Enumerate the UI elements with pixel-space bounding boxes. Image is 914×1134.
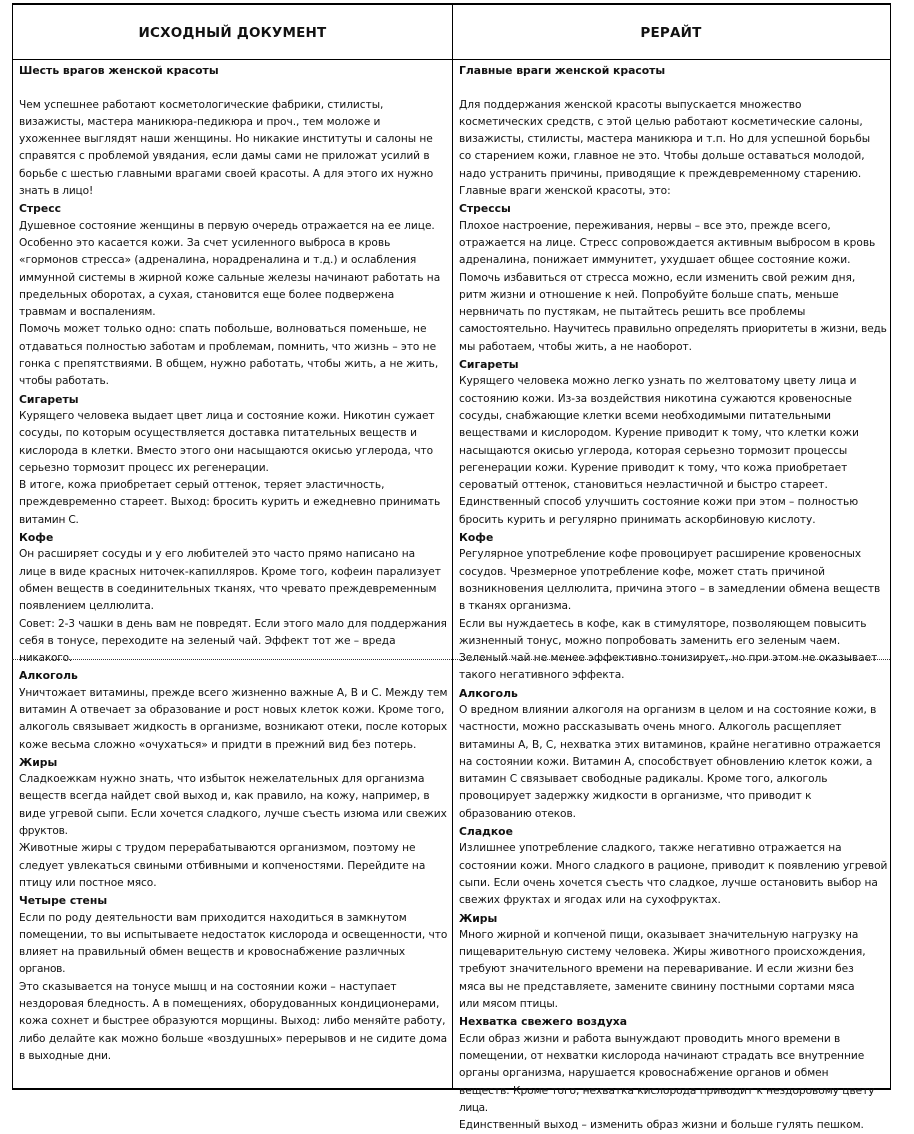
rewrite-column [459,62,889,1134]
rewrite-title: Главные враги женской красоты [459,64,666,77]
text-line: надо устранить причины, приводящие к преждевременному старению. [459,167,862,180]
text-line: витамин А отвечает за образование и рост новых клеток кожи. Кроме того, [19,703,445,716]
text-line: помещении, то вы испытываете недостаток кислорода и освещенности, что [19,928,448,941]
text-line: предельных оборотах, а сухая, становится еще более подвержена [19,288,395,301]
blank-line [459,79,889,96]
text-line: сыпи. Если очень хочется съесть что сладкое, лучше остановить выбор на [459,876,878,889]
text-line: насыщаются окисью углерода, которая серьезно тормозит процессы [459,444,848,457]
text-line: появлением целлюлита. [19,600,154,613]
text-line: пищеварительную систему человека. Жиры животного происхождения, [459,946,866,959]
text-line: Если вы нуждаетесь в кофе, как в стимуляторе, позволяющем повысить [459,617,867,630]
text-line: состоянию кожи. Из-за воздействия никотина сужаются кровеносные [459,392,852,405]
text-line: преждевременно стареет. Выход: бросить курить и ежедневно принимать [19,496,441,509]
text-line: борьбе с шестью главными врагами своей красоты. А для этого их нужно [19,167,434,180]
text-line: частности, можно рассказывать очень много. Алкоголь расщепляет [459,721,842,734]
text-line: серьезно тормозит процесс их регенерации. [19,461,269,474]
text-line: Для поддержания женской красоты выпускается множество [459,98,802,111]
text-line: Регулярное употребление кофе провоцирует расширение кровеносных [459,548,862,561]
text-line: О вредном влиянии алкоголя на организм в целом и на состояние кожи, в [459,703,877,716]
text-line: иммунной системы в жирной коже сальные железы начинают работать на [19,271,441,284]
section [19,200,449,390]
text-line: сероватый оттенок, становиться неэластичной и быстро стареет. [459,479,828,492]
text-line: Сладкоежкам нужно знать, что избыток нежелательных для организма [19,773,425,786]
text-line: Душевное состояние женщины в первую очередь отражается на ее лице. [19,219,435,232]
section-heading: Стрессы [459,202,511,216]
text-line: Помочь избавиться от стресса можно, если изменить свой режим дня, [459,271,856,284]
original-sections [19,200,449,1065]
text-line: лица. [459,1101,488,1114]
text-line: птицу или постное мясо. [19,876,157,889]
text-line: Совет: 2-3 чашки в день вам не повредят. Если этого мало для поддержания [19,617,447,630]
text-line: Много жирной и копченой пищи, оказывает значительную нагрузку на [459,928,859,941]
section-heading: Стресс [19,202,62,216]
text-line: нездоровая бледность. А в помещениях, оборудованных кондиционерами, [19,998,440,1011]
text-line: свежих фруктах и ягодах или на сухофруктах. [459,894,721,907]
text-line: гонка с препятствиями. В общем, нужно работать, чтобы жить, а не жить, [19,358,439,371]
text-line: в тканях организма. [459,600,572,613]
section [459,200,889,356]
comparison-table [12,3,891,1132]
section [19,529,449,667]
text-line: Зеленый чай не менее эффективно тонизирует, но при этом не оказывает [459,652,878,665]
text-line: кислорода в клетки. Вместо этого они насыщаются окисью углерода, что [19,444,434,457]
text-line: мяса вы не представляете, замените свинину постными сортами мяса [459,980,855,993]
text-line: себя в тонусе, переходите на зеленый чай. Эффект тот же – вреда [19,634,396,647]
blank-line [19,79,449,96]
text-line: ритм жизни и отношение к ней. Попробуйте больше спать, меньше [459,288,839,301]
text-line: веществ всегда найдет свой выход и, как правило, на кожу, например, в [19,790,430,803]
text-line: ухоженнее выглядят наши женщины. Но никакие институты и салоны не [19,133,433,146]
text-line: витамин С. [19,513,79,526]
text-line: никакого. [19,652,72,665]
text-line: косметических средств, с этой целью работают косметические салоны, [459,115,863,128]
text-line: Если по роду деятельности вам приходится находиться в замкнутом [19,911,407,924]
section-heading: Алкоголь [19,669,78,683]
text-line: следует увлекаться свиными отбивными и копченостями. Перейдите на [19,859,426,872]
text-line: обмен веществ в соединительных тканях, что чревато преждевременным [19,582,437,595]
text-line: лице в виде красных ниточек-капилляров. Кроме того, кофеин парализует [19,565,441,578]
section-heading: Жиры [459,911,498,925]
text-line: фруктов. [19,825,68,838]
text-line: Помочь может только одно: спать побольше, волноваться поменьше, не [19,323,427,336]
section-heading: Кофе [459,531,494,545]
text-line: либо делайте как можно больше «воздушных» перерывов и не сидите дома [19,1032,448,1045]
header-original-document: ИСХОДНЫЙ ДОКУМЕНТ [138,24,327,41]
section-heading: Сигареты [19,392,79,406]
text-line: Животные жиры с трудом перерабатываются организмом, поэтому не [19,842,416,855]
section-heading: Алкоголь [459,686,518,700]
text-line: влияет на правильный обмен веществ и кровоснабжение различных [19,946,406,959]
section [19,667,449,753]
text-line: травмам и воспалениям. [19,306,156,319]
text-line: сосудов. Чрезмерное употребление кофе, может стать причиной [459,565,825,578]
section [19,391,449,529]
section [459,910,889,1014]
text-line: «гормонов стресса» (адреналина, норадреналина и т.д.) и ослабления [19,254,417,267]
section [459,685,889,823]
text-line: веществ. Кроме того, нехватка кислорода приводит к нездоровому цвету [459,1084,875,1097]
text-line: виде угревой сыпи. Если хочется сладкого, лучше съесть изюма или свежих [19,807,447,820]
section [19,754,449,892]
text-line: веществами и кислородом. Курение приводит к тому, что клетки кожи [459,427,859,440]
text-line: Это сказывается на тонусе мышц и на состоянии кожи – наступает [19,980,397,993]
text-line: Он расширяет сосуды и у его любителей это часто прямо написано на [19,548,416,561]
text-line: Уничтожает витамины, прежде всего жизненно важные А, В и С. Между тем [19,686,448,699]
text-line: бросить курить и регулярно принимать аскорбиновую кислоту. [459,513,816,526]
text-line: жизненный тонус, можно попробовать заменить его зеленым чаем. [459,634,841,647]
rewrite-sections [459,200,889,1134]
text-line: кожа сохнет и быстрее образуются морщины. Выход: либо меняйте работу, [19,1015,446,1028]
text-line: Чем успешнее работают косметологические фабрики, стилисты, [19,98,384,111]
page-break-dotted-line [12,659,890,660]
text-line: нервничать по пустякам, не пытайтесь решить все проблемы [459,306,806,319]
section-heading: Сладкое [459,825,513,839]
section-heading: Сигареты [459,358,519,372]
text-line: мы работаем, чтобы жить, а не наоборот. [459,340,692,353]
section [459,1013,889,1134]
text-line: органов. [19,963,66,976]
text-line: такого негативного эффекта. [459,669,625,682]
text-line: в выходные дни. [19,1049,111,1062]
text-line: сосуды, по которым осуществляется доставка питательных веществ и [19,427,417,440]
section-heading: Кофе [19,531,54,545]
section [459,529,889,685]
header-rewrite: РЕРАЙТ [640,24,702,41]
text-line: справятся с проблемой увядания, если дамы сами не приложат усилий в [19,150,430,163]
text-line: Единственный выход – изменить образ жизни и больше гулять пешком. [459,1119,864,1132]
text-line: или мясом птицы. [459,998,558,1011]
section [459,823,889,909]
text-line: помещении, от нехватки кислорода начинают страдать все внутренние [459,1049,865,1062]
section-heading: Нехватка свежего воздуха [459,1015,628,1029]
text-line: состоянии кожи. Много сладкого в рационе, приводит к появлению угревой [459,859,888,872]
rewrite-intro [459,97,889,201]
text-line: В итоге, кожа приобретает серый оттенок, теряет эластичность, [19,479,385,492]
section [459,356,889,529]
section-heading: Четыре стены [19,894,108,908]
section-heading: Жиры [19,755,58,769]
text-line: Плохое настроение, переживания, нервы – все это, прежде всего, [459,219,831,232]
text-line: визажисты, мастера маникюра-педикюра и проч., тем моложе и [19,115,381,128]
text-line: требуют значительного времени на переваривание. И если жизни без [459,963,854,976]
text-line: алкоголь связывает жидкость в организме, возникают отеки, после которых [19,721,448,734]
text-line: возникновения целлюлита, причина этого – в замедлении обмена веществ [459,582,881,595]
text-line: регенерации кожи. Курение приводит к тому, что кожа приобретает [459,461,848,474]
text-line: органы организма, нарушается кровоснабжение органов и обмен [459,1067,829,1080]
text-line: витамин С связывает свободные радикалы. Кроме того, алкоголь [459,773,828,786]
text-line: на состоянии кожи. Витамин А, способствует обновлению клеток кожи, а [459,755,873,768]
text-line: образованию отеков. [459,807,576,820]
text-line: отдаваться полностью заботам и проблемам, помнить, что жизнь – это не [19,340,437,353]
original-intro [19,97,449,201]
original-column [19,62,449,1065]
text-line: Если образ жизни и работа вынуждают проводить много времени в [459,1032,841,1045]
text-line: коже весьма сложно «очухаться» и придти в прежний вид без потерь. [19,738,417,751]
text-line: Излишнее употребление сладкого, также негативно отражается на [459,842,842,855]
text-line: Особенно это касается кожи. За счет усиленного выброса в кровь [19,236,391,249]
text-line: знать в лицо! [19,185,94,198]
text-line: отражается на лице. Стресс сопровождается активным выбросом в кровь [459,236,876,249]
text-line: чтобы работать. [19,375,109,388]
section [19,892,449,1065]
text-line: Главные враги женской красоты, это: [459,185,671,198]
text-line: самостоятельно. Научитесь правильно определять приоритеты в жизни, ведь [459,323,887,336]
text-line: адреналина, понижает иммунитет, ухудшает общее состояние кожи. [459,254,851,267]
text-line: провоцирует задержку жидкости в организме, что приводит к [459,790,812,803]
column-divider [452,5,453,1088]
text-line: Курящего человека можно легко узнать по желтоватому цвету лица и [459,375,857,388]
text-line: Курящего человека выдает цвет лица и состояние кожи. Никотин сужает [19,409,435,422]
text-line: Единственный способ улучшить состояние кожи при этом – полностью [459,496,859,509]
text-line: витамины А, В, С, нехватка этих витаминов, крайне негативно отражается [459,738,881,751]
text-line: со старением кожи, главное не это. Чтобы дольше оставаться молодой, [459,150,865,163]
text-line: визажисты, стилисты, мастера маникюра и т.п. Но для успешной борьбы [459,133,871,146]
original-title: Шесть врагов женской красоты [19,64,219,77]
text-line: сосуды, снабжающие клетки всеми необходимыми питательными [459,409,832,422]
